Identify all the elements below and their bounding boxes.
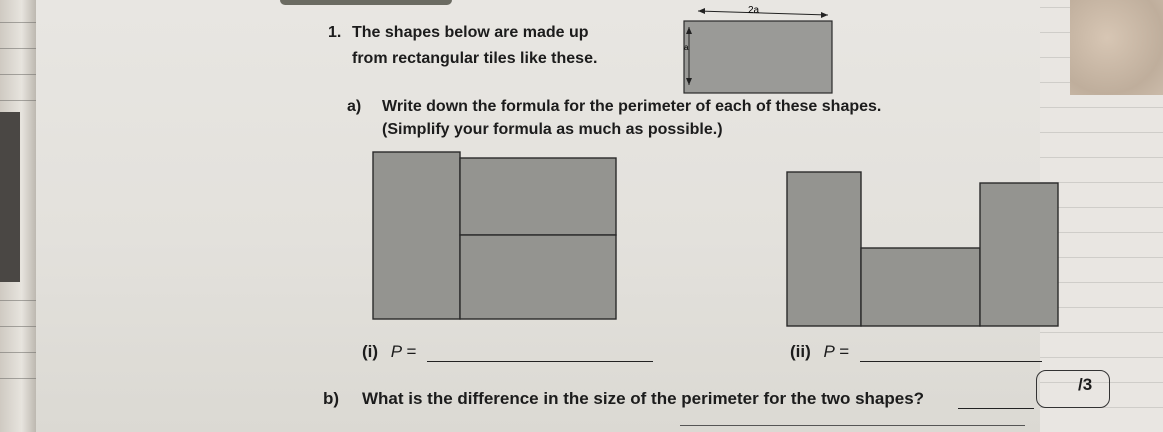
shape-one xyxy=(373,152,616,319)
part-a-text-line2: (Simplify your formula as much as possible.) xyxy=(382,121,723,138)
answer-i-blank[interactable] xyxy=(427,347,653,362)
shape-one-tile-vertical xyxy=(373,152,460,319)
shape-one-tile-bottom xyxy=(460,235,616,319)
answer-b-blank[interactable] xyxy=(958,394,1034,409)
bottom-line xyxy=(680,425,1025,426)
part-b-text: What is the difference in the size of the perimeter for the two shapes? xyxy=(362,389,925,408)
answer-ii-prefix: P = xyxy=(823,342,849,361)
answer-ii xyxy=(790,342,1042,362)
part-a-text-line1: Write down the formula for the perimeter of each of these shapes. xyxy=(382,98,882,115)
marks-total: /3 xyxy=(1078,375,1093,394)
part-a-label: a) xyxy=(347,98,362,115)
answer-ii-blank[interactable] xyxy=(860,347,1042,362)
answer-i xyxy=(362,342,653,362)
part-b-label: b) xyxy=(323,389,340,408)
shape-two-tile-right xyxy=(980,183,1058,326)
tile-height-label: a xyxy=(684,43,689,52)
tile-example xyxy=(684,5,832,93)
shape-two-tile-middle xyxy=(861,248,980,326)
answer-ii-label: (ii) xyxy=(790,342,811,361)
tile-width-label: 2a xyxy=(748,5,760,16)
answer-i-label: (i) xyxy=(362,342,379,361)
marks-box xyxy=(1036,370,1110,408)
question-text-line1: The shapes below are made up xyxy=(352,24,589,41)
shape-one-tile-top xyxy=(460,158,616,235)
shape-two xyxy=(787,172,1058,326)
answer-i-prefix: P = xyxy=(390,342,417,361)
shape-two-tile-left xyxy=(787,172,861,326)
question-text-line2: from rectangular tiles like these. xyxy=(352,50,598,67)
question-number: 1. xyxy=(328,24,342,41)
answer-b xyxy=(958,389,1034,409)
